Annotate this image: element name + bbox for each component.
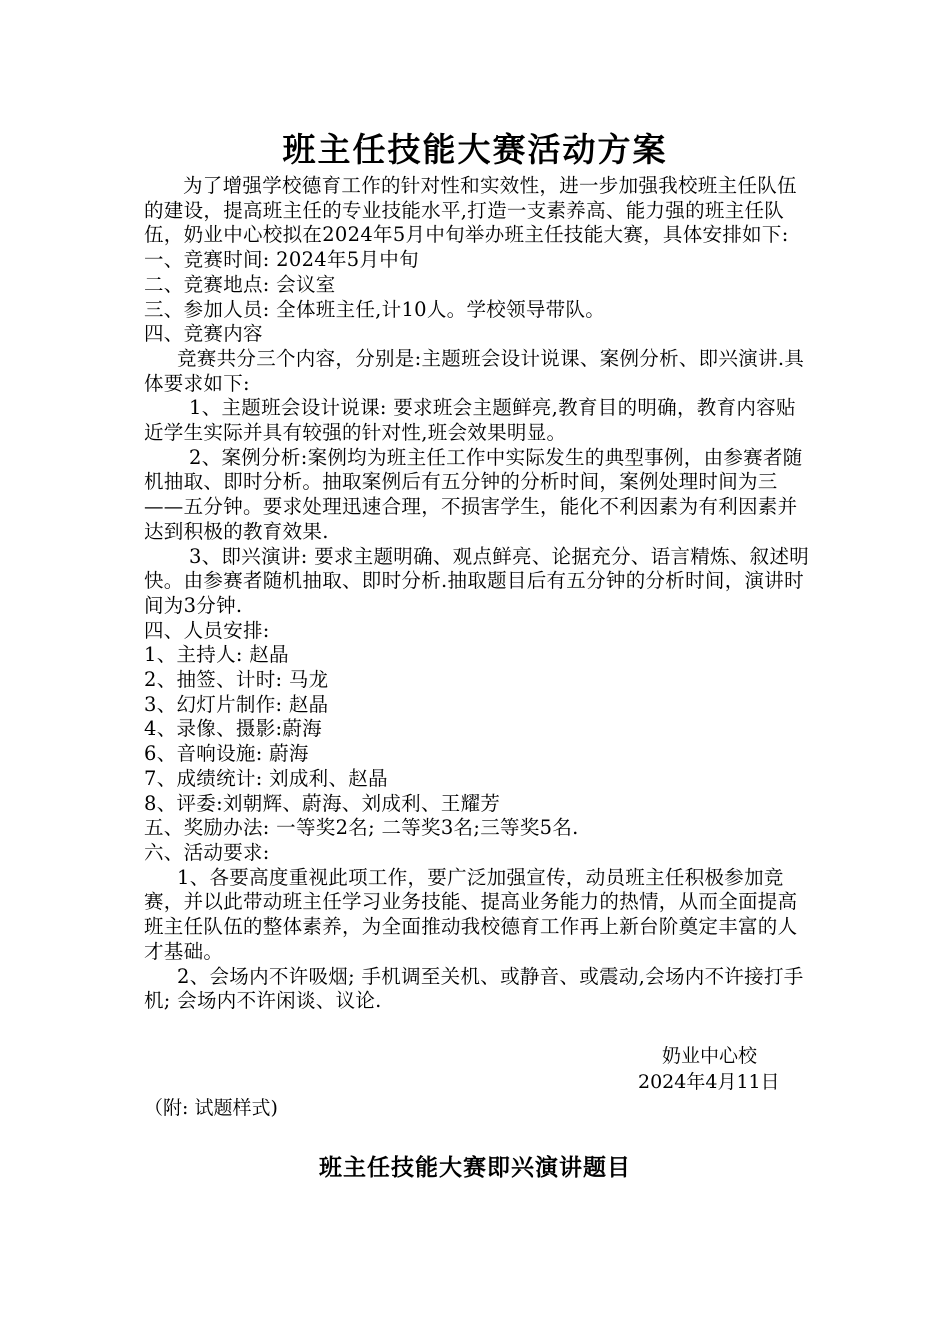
section-content-heading: 四、竞赛内容: [144, 322, 263, 346]
staff-item: 4、录像、摄影:蔚海: [144, 717, 322, 741]
signature-date: 2024年4月11日: [638, 1071, 780, 1093]
staff-item: 6、音响设施: 蔚海: [144, 742, 309, 766]
section-staff-heading: 四、人员安排:: [144, 618, 270, 642]
staff-item: 7、成绩统计: 刘成利、赵晶: [144, 766, 388, 790]
staff-item: 1、主持人: 赵晶: [144, 643, 289, 667]
section-time: 一、竞赛时间: 2024年5月中旬: [144, 248, 419, 272]
section-requirements-heading: 六、活动要求:: [144, 840, 270, 864]
section-place: 二、竞赛地点: 会议室: [144, 272, 336, 296]
intro-paragraph: 为了增强学校德育工作的针对性和实效性，进一步加强我校班主任队伍的建设，提高班主任的专业技能水平,打造一支素养高、能力强的班主任队伍，奶业中心校拟在2024年5月中旬举办班主任技能大赛，具体安排如下:: [144, 174, 797, 247]
document-title: 班主任技能大赛活动方案: [282, 130, 668, 169]
staff-item: 2、抽签、计时: 马龙: [144, 668, 329, 692]
content-item-3: 3、即兴演讲: 要求主题明确、观点鲜亮、论据充分、语言精炼、叙述明快。由参赛者随机抽取、即时分析.抽取题目后有五分钟的分析时间，演讲时间为3分钟.: [144, 544, 810, 617]
content-item-2: 2、案例分析:案例均为班主任工作中实际发生的典型事例，由参赛者随机抽取、即时分析。抽取案例后有五分钟的分析时间，案例处理时间为三——五分钟。要求处理迅速合理，不损害学生，能化不利因素为有利因素并达到积极的教育效果.: [144, 445, 803, 543]
section-people: 三、参加人员: 全体班主任,计10人。学校领导带队。: [144, 297, 606, 321]
requirement-1: 1、各要高度重视此项工作，要广泛加强宣传，动员班主任积极参加竞赛，并以此带动班主任学习业务技能、提高业务能力的热情，从而全面提高班主任队伍的整体素养，为全面推动我校德育工作再上新台阶奠定丰富的人才基础。: [144, 865, 798, 963]
signature-org: 奶业中心校: [662, 1045, 758, 1067]
attachment-note: （附: 试题样式): [144, 1097, 278, 1119]
requirement-2: 2、会场内不许吸烟; 手机调至关机、或静音、或震动,会场内不许接打手机; 会场内不许闲谈、议论.: [144, 964, 804, 1013]
content-intro: 竞赛共分三个内容，分别是:主题班会设计说课、案例分析、即兴演讲.具体要求如下:: [144, 346, 805, 395]
section-awards: 五、奖励办法: 一等奖2名; 二等奖3名;三等奖5名.: [144, 816, 579, 840]
document-subtitle: 班主任技能大赛即兴演讲题目: [319, 1154, 631, 1181]
content-item-1: 1、主题班会设计说课: 要求班会主题鲜亮,教育目的明确，教育内容贴近学生实际并具有较强的针对性,班会效果明显。: [144, 396, 796, 445]
staff-item: 8、评委:刘朝辉、蔚海、刘成利、王耀芳: [144, 791, 501, 815]
staff-item: 3、幻灯片制作: 赵晶: [144, 692, 329, 716]
document-body: [144, 174, 812, 1014]
